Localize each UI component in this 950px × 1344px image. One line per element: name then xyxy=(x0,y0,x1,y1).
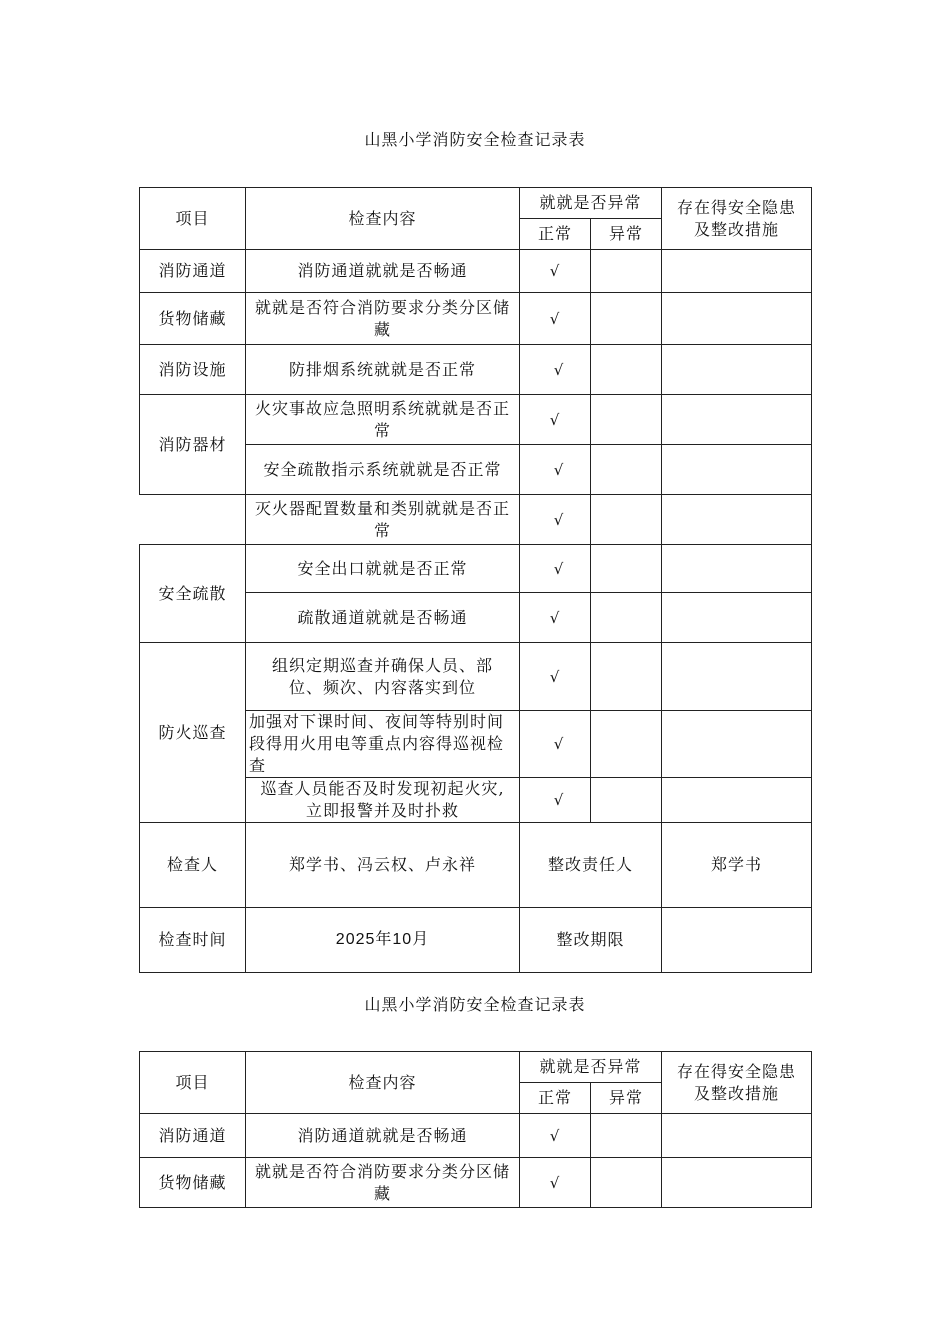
item-cell: 货物储藏 xyxy=(140,1158,246,1208)
header-content: 检查内容 xyxy=(246,188,520,250)
abnormal-cell xyxy=(591,395,662,445)
deadline-value xyxy=(662,908,812,973)
content-cell: 安全出口就就是否正常 xyxy=(246,545,520,593)
hazard-cell xyxy=(662,643,812,711)
item-cell: 消防器材 xyxy=(140,395,246,495)
empty-item-cell xyxy=(140,495,246,545)
check-mark: √ xyxy=(520,1114,591,1158)
header-content: 检查内容 xyxy=(246,1052,520,1114)
abnormal-cell xyxy=(591,778,662,823)
check-mark: √ xyxy=(520,593,591,643)
item-cell: 消防通道 xyxy=(140,250,246,293)
abnormal-cell xyxy=(591,593,662,643)
responsible-value: 郑学书 xyxy=(662,823,812,908)
item-cell: 消防设施 xyxy=(140,345,246,395)
item-cell: 消防通道 xyxy=(140,1114,246,1158)
check-mark: √ xyxy=(520,545,591,593)
abnormal-cell xyxy=(591,293,662,345)
content-cell: 加强对下课时间、夜间等特别时间段得用火用电等重点内容得巡视检查 xyxy=(246,711,520,778)
inspection-table xyxy=(139,187,812,973)
abnormal-cell xyxy=(591,250,662,293)
item-cell: 防火巡查 xyxy=(140,643,246,823)
check-mark: √ xyxy=(520,495,591,545)
header-hazards: 存在得安全隐患及整改措施 xyxy=(662,1052,812,1114)
header-hazards: 存在得安全隐患及整改措施 xyxy=(662,188,812,250)
check-mark: √ xyxy=(520,1158,591,1208)
abnormal-cell xyxy=(591,545,662,593)
hazard-cell xyxy=(662,711,812,778)
content-cell: 就就是否符合消防要求分类分区储藏 xyxy=(246,1158,520,1208)
content-cell: 火灾事故应急照明系统就就是否正常 xyxy=(246,395,520,445)
check-mark: √ xyxy=(520,778,591,823)
content-cell: 消防通道就就是否畅通 xyxy=(246,250,520,293)
responsible-label: 整改责任人 xyxy=(520,823,662,908)
header-item: 项目 xyxy=(140,188,246,250)
content-cell: 灭火器配置数量和类别就就是否正常 xyxy=(246,495,520,545)
abnormal-cell xyxy=(591,445,662,495)
check-mark: √ xyxy=(520,711,591,778)
abnormal-cell xyxy=(591,643,662,711)
item-cell: 货物储藏 xyxy=(140,293,246,345)
header-abnormal: 异常 xyxy=(591,1083,662,1114)
hazard-cell xyxy=(662,445,812,495)
check-mark: √ xyxy=(520,250,591,293)
check-mark: √ xyxy=(520,395,591,445)
time-label: 检查时间 xyxy=(140,908,246,973)
header-normal: 正常 xyxy=(520,1083,591,1114)
hazard-cell xyxy=(662,778,812,823)
content-cell: 巡查人员能否及时发现初起火灾,立即报警并及时扑救 xyxy=(246,778,520,823)
item-cell: 安全疏散 xyxy=(140,545,246,643)
content-cell: 疏散通道就就是否畅通 xyxy=(246,593,520,643)
content-cell: 就就是否符合消防要求分类分区储藏 xyxy=(246,293,520,345)
inspection-table-repeat xyxy=(139,1051,812,1208)
hazard-cell xyxy=(662,395,812,445)
abnormal-cell xyxy=(591,1158,662,1208)
header-normal: 正常 xyxy=(520,219,591,250)
header-item: 项目 xyxy=(140,1052,246,1114)
inspectors-value: 郑学书、冯云权、卢永祥 xyxy=(246,823,520,908)
header-is-abnormal: 就就是否异常 xyxy=(520,1052,662,1083)
content-cell: 安全疏散指示系统就就是否正常 xyxy=(246,445,520,495)
check-mark: √ xyxy=(520,293,591,345)
hazard-cell xyxy=(662,293,812,345)
hazard-cell xyxy=(662,545,812,593)
check-mark: √ xyxy=(520,445,591,495)
header-abnormal: 异常 xyxy=(591,219,662,250)
deadline-label: 整改期限 xyxy=(520,908,662,973)
content-cell: 组织定期巡查并确保人员、部位、频次、内容落实到位 xyxy=(246,643,520,711)
page-title: 山黑小学消防安全检查记录表 xyxy=(364,130,586,149)
abnormal-cell xyxy=(591,495,662,545)
hazard-cell xyxy=(662,250,812,293)
page-title-repeat: 山黑小学消防安全检查记录表 xyxy=(364,995,586,1014)
abnormal-cell xyxy=(591,345,662,395)
inspector-label: 检查人 xyxy=(140,823,246,908)
check-mark: √ xyxy=(520,345,591,395)
check-mark: √ xyxy=(520,643,591,711)
time-value: 2025年10月 xyxy=(246,908,520,973)
hazard-cell xyxy=(662,1158,812,1208)
content-cell: 防排烟系统就就是否正常 xyxy=(246,345,520,395)
hazard-cell xyxy=(662,495,812,545)
hazard-cell xyxy=(662,345,812,395)
hazard-cell xyxy=(662,593,812,643)
hazard-cell xyxy=(662,1114,812,1158)
header-is-abnormal: 就就是否异常 xyxy=(520,188,662,219)
content-cell: 消防通道就就是否畅通 xyxy=(246,1114,520,1158)
abnormal-cell xyxy=(591,711,662,778)
abnormal-cell xyxy=(591,1114,662,1158)
